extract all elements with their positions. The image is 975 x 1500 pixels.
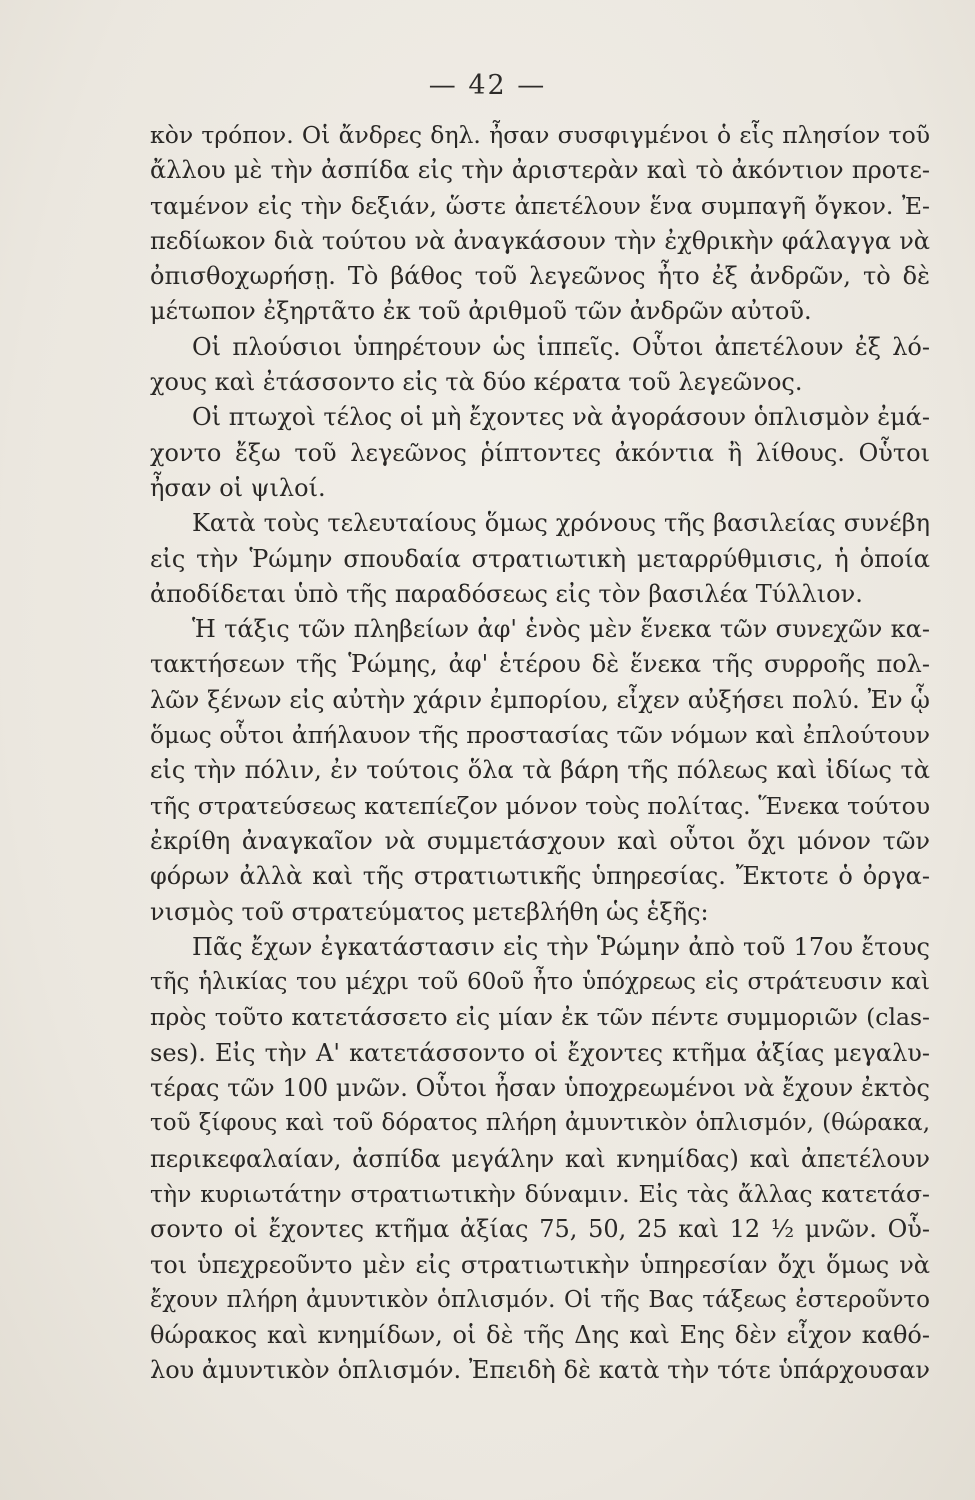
text-line: τέρας τῶν 100 μνῶν. Οὗτοι ἦσαν ὑποχρεωμένοι νὰ ἔχουν ἐκτὸς bbox=[150, 1074, 930, 1103]
text-line: Ἡ τάξις τῶν πληβείων ἀφ' ἑνὸς μὲν ἕνεκα τῶν συνεχῶν κα- bbox=[192, 615, 930, 644]
text-line: τοι ὑπεχρεοῦντο μὲν εἰς στρατιωτικὴν ὑπηρεσίαν ὄχι ὅμως νὰ bbox=[150, 1250, 930, 1279]
body-text bbox=[150, 118, 930, 1389]
text-line: πεδίωκον διὰ τούτου νὰ ἀναγκάσουν τὴν ἐχθρικὴν φάλαγγα νὰ bbox=[150, 226, 930, 255]
text-line: χοντο ἔξω τοῦ λεγεῶνος ῥίπτοντες ἀκόντια ἢ λίθους. Οὗτοι bbox=[150, 438, 930, 467]
text-line: ἔχουν πλήρη ἀμυντικὸν ὁπλισμόν. Οἱ τῆς Βας τάξεως ἐστεροῦντο bbox=[150, 1286, 930, 1313]
text-line: θώρακος καὶ κνημίδων, οἱ δὲ τῆς Δης καὶ Εης δὲν εἶχον καθό- bbox=[150, 1321, 930, 1350]
text-line: ses). Εἰς τὴν Α' κατετάσσοντο οἱ ἔχοντες κτῆμα ἀξίας μεγαλυ- bbox=[150, 1038, 930, 1067]
text-line: ἀποδίδεται ὑπὸ τῆς παραδόσεως εἰς τὸν βασιλέα Τύλλιον. bbox=[150, 579, 863, 608]
text-line: ἦσαν οἱ ψιλοί. bbox=[150, 473, 326, 502]
text-line: λῶν ξένων εἰς αὐτὴν χάριν ἐμπορίου, εἶχεν αὐξήσει πολύ. Ἐν ᾧ bbox=[150, 685, 930, 714]
text-line: ὀπισθοχωρήσῃ. Τὸ βάθος τοῦ λεγεῶνος ἦτο ἐξ ἀνδρῶν, τὸ δὲ bbox=[150, 262, 930, 291]
text-line: Οἱ πλούσιοι ὑπηρέτουν ὡς ἱππεῖς. Οὗτοι ἀπετέλουν ἐξ λό- bbox=[192, 332, 930, 361]
text-line: φόρων ἀλλὰ καὶ τῆς στρατιωτικῆς ὑπηρεσίας. Ἔκτοτε ὁ ὀργα- bbox=[150, 862, 930, 891]
text-line: χους καὶ ἐτάσσοντο εἰς τὰ δύο κέρατα τοῦ λεγεῶνος. bbox=[150, 368, 803, 397]
text-line: εἰς τὴν Ῥώμην σπουδαία στρατιωτικὴ μεταρρύθμισις, ἡ ὁποία bbox=[150, 544, 930, 573]
text-line: ἄλλου μὲ τὴν ἀσπίδα εἰς τὴν ἀριστερὰν καὶ τὸ ἀκόντιον προτε- bbox=[150, 156, 930, 185]
text-line: πρὸς τοῦτο κατετάσσετο εἰς μίαν ἐκ τῶν πέντε συμμοριῶν (clas- bbox=[150, 1003, 930, 1032]
text-line: ἐκρίθη ἀναγκαῖον νὰ συμμετάσχουν καὶ οὗτοι ὄχι μόνον τῶν bbox=[150, 826, 930, 855]
text-line: Πᾶς ἔχων ἐγκατάστασιν εἰς τὴν Ῥώμην ἀπὸ τοῦ 17ου ἔτους bbox=[192, 932, 930, 961]
page-number: — 42 — bbox=[428, 70, 547, 101]
text-line: τῆς στρατεύσεως κατεπίεζον μόνον τοὺς πολίτας. Ἕνεκα τούτου bbox=[150, 791, 930, 820]
text-line: κὸν τρόπον. Οἱ ἄνδρες δηλ. ἦσαν συσφιγμένοι ὁ εἷς πλησίον τοῦ bbox=[150, 121, 930, 149]
text-line: τοῦ ξίφους καὶ τοῦ δόρατος πλήρη ἀμυντικὸν ὁπλισμόν, (θώρακα, bbox=[150, 1110, 930, 1137]
text-line: τῆς ἡλικίας του μέχρι τοῦ 60οῦ ἦτο ὑπόχρεως εἰς στράτευσιν καὶ bbox=[150, 969, 930, 996]
text-line: νισμὸς τοῦ στρατεύματος μετεβλήθη ὡς ἑξῆς: bbox=[150, 897, 709, 926]
text-line: μέτωπον ἐξηρτᾶτο ἐκ τοῦ ἀριθμοῦ τῶν ἀνδρῶν αὐτοῦ. bbox=[150, 297, 812, 326]
text-line: Κατὰ τοὺς τελευταίους ὅμως χρόνους τῆς βασιλείας συνέβη bbox=[192, 509, 930, 538]
text-line: τὴν κυριωτάτην στρατιωτικὴν δύναμιν. Εἰς τὰς ἄλλας κατετάσ- bbox=[150, 1179, 930, 1208]
text-line: τακτήσεων τῆς Ῥώμης, ἀφ' ἑτέρου δὲ ἕνεκα τῆς συρροῆς πολ- bbox=[150, 650, 930, 679]
text-line: σοντο οἱ ἔχοντες κτῆμα ἀξίας 75, 50, 25 καὶ 12 ½ μνῶν. Οὗ- bbox=[150, 1215, 930, 1244]
text-line: Οἱ πτωχοὶ τέλος οἱ μὴ ἔχοντες νὰ ἀγοράσουν ὁπλισμὸν ἐμά- bbox=[192, 403, 930, 432]
text-line: περικεφαλαίαν, ἀσπίδα μεγάλην καὶ κνημίδας) καὶ ἀπετέλουν bbox=[150, 1144, 930, 1173]
text-line: εἰς τὴν πόλιν, ἐν τούτοις ὅλα τὰ βάρη τῆς πόλεως καὶ ἰδίως τὰ bbox=[150, 756, 930, 785]
text-line: λου ἀμυντικὸν ὁπλισμόν. Ἐπειδὴ δὲ κατὰ τὴν τότε ὑπάρχουσαν bbox=[150, 1356, 930, 1385]
text-line: ταμένον εἰς τὴν δεξιάν, ὥστε ἀπετέλουν ἕνα συμπαγῆ ὄγκον. Ἐ- bbox=[150, 191, 930, 220]
text-line: ὅμως οὗτοι ἀπήλαυον τῆς προστασίας τῶν νόμων καὶ ἐπλούτουν bbox=[150, 721, 930, 750]
